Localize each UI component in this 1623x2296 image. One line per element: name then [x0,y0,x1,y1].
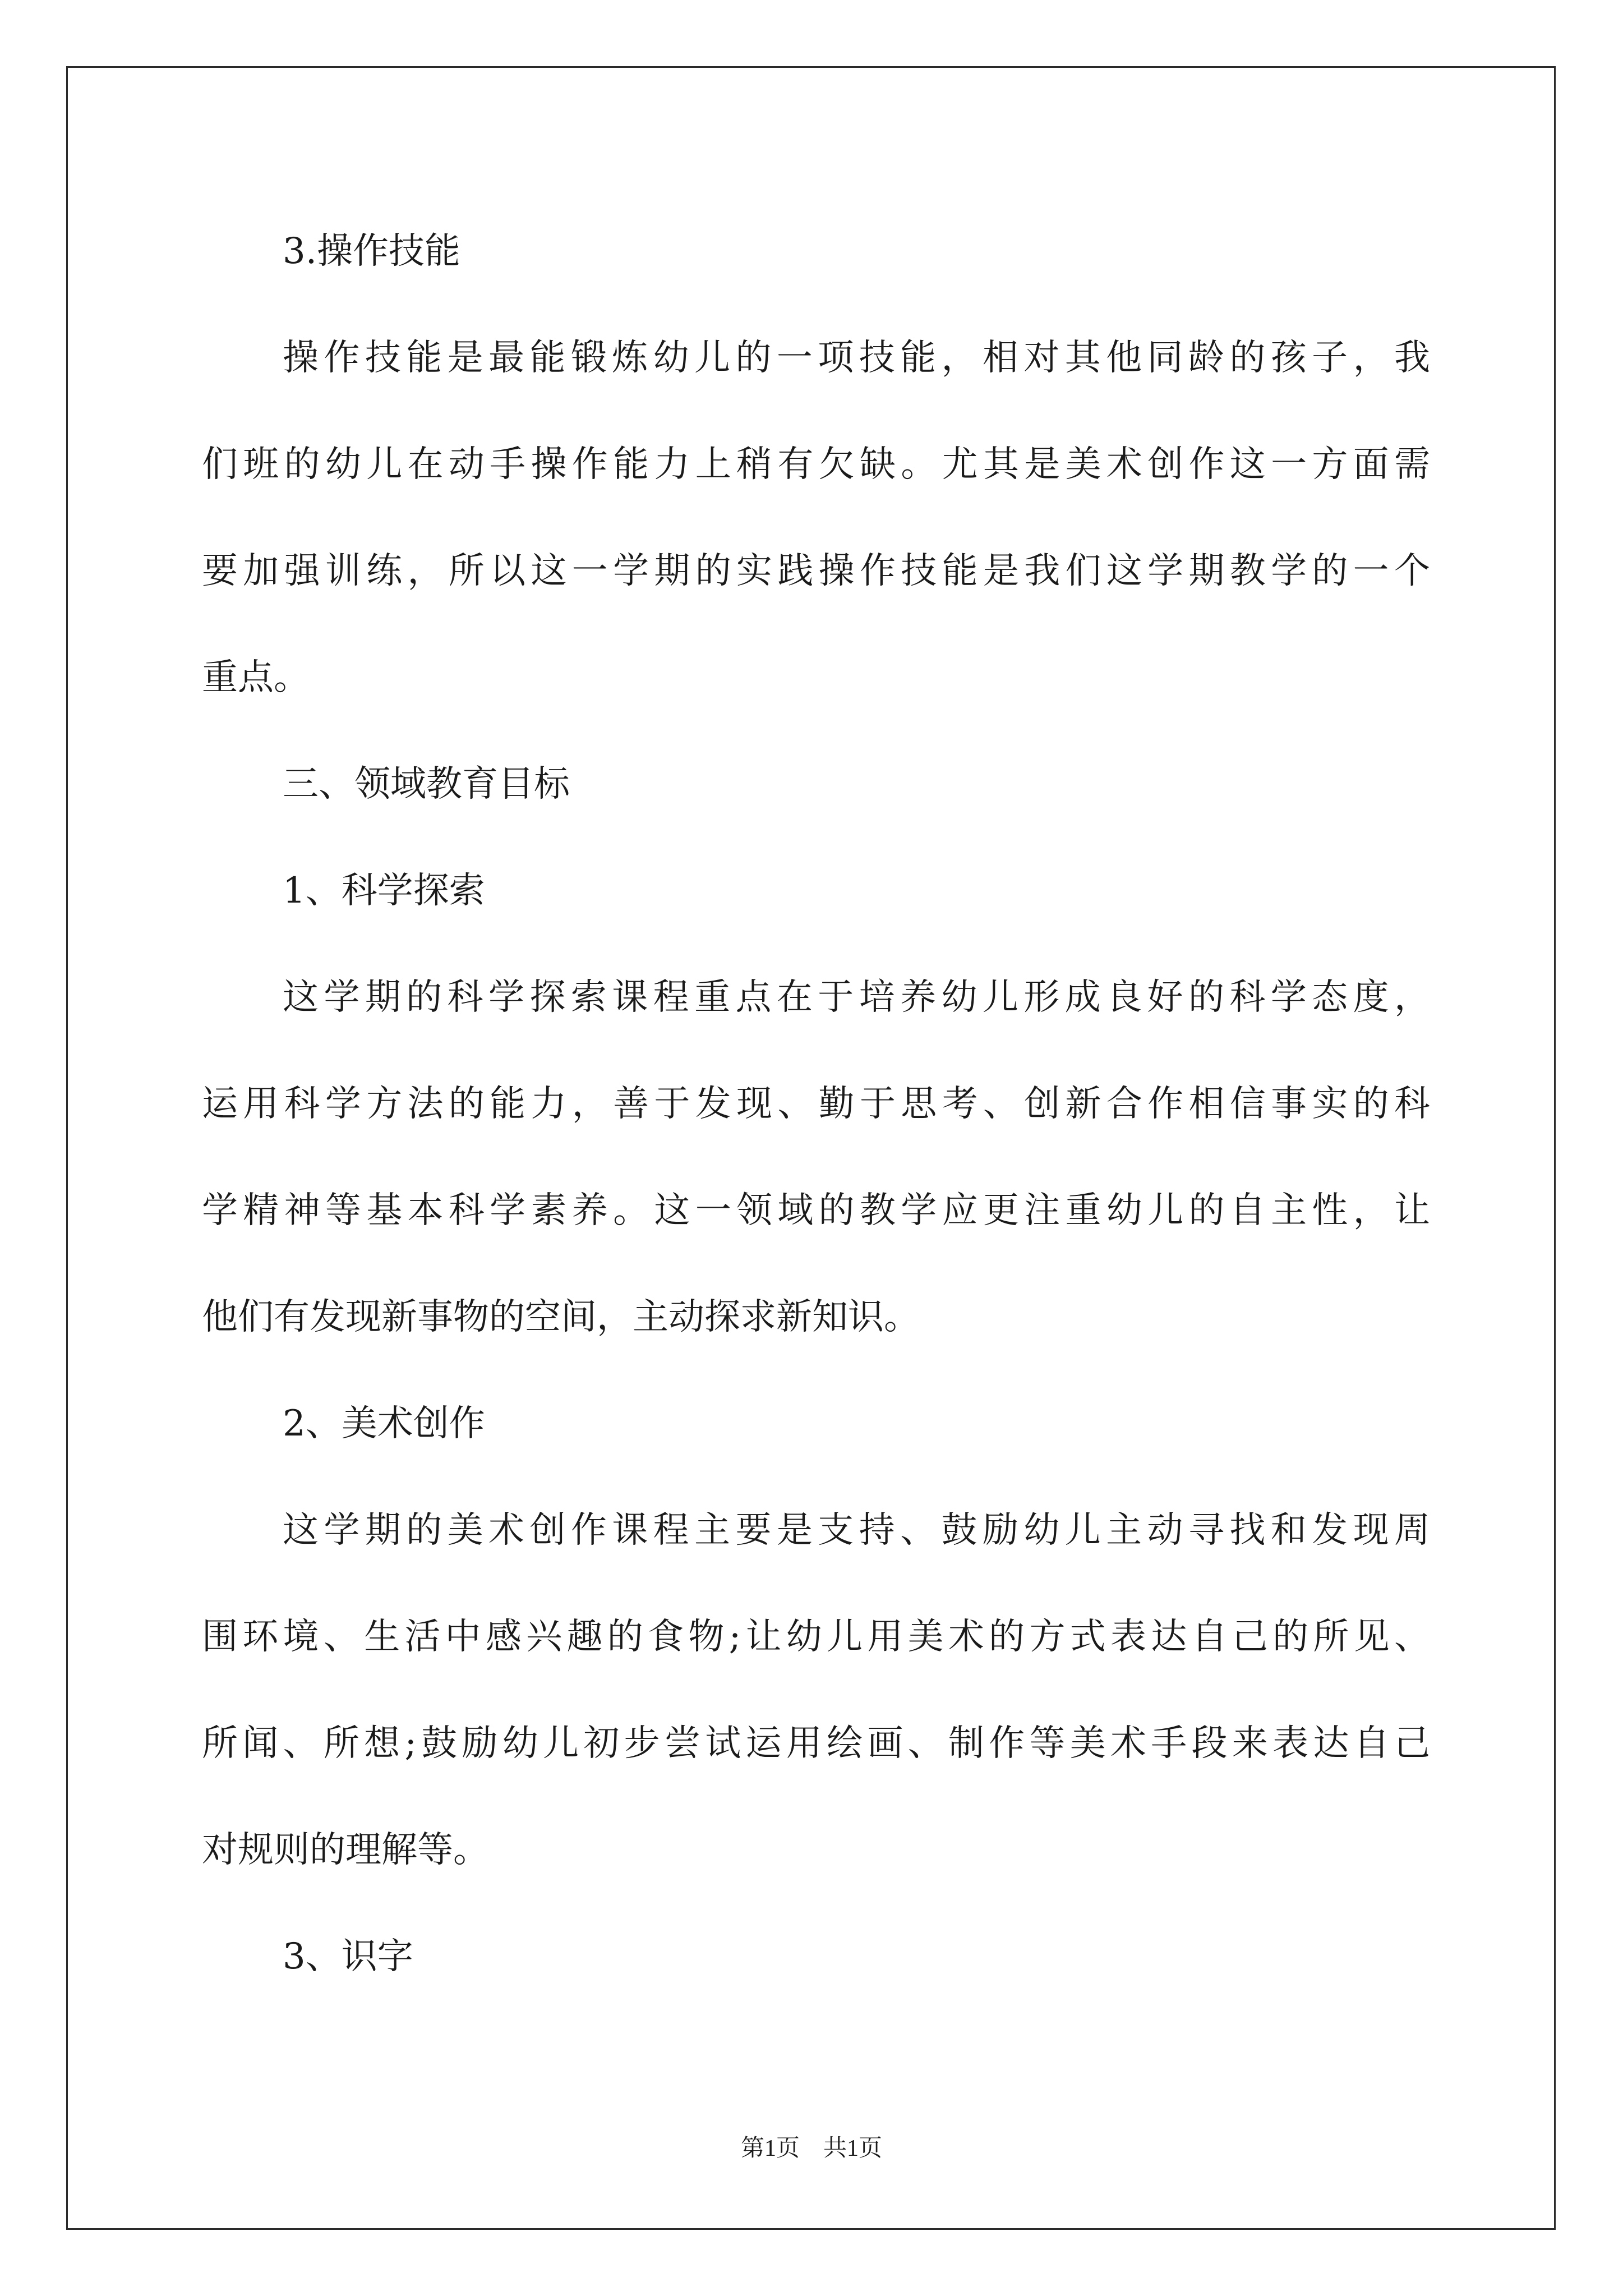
paragraph-line: 操作技能是最能锻炼幼儿的一项技能，相对其他同龄的孩子，我 [283,337,1430,379]
subheading-art: 2、美术创作 [283,1403,485,1444]
paragraph-line: 对规则的理解等。 [202,1829,489,1871]
section-heading-domain-goals: 三、领域教育目标 [283,763,570,805]
paragraph-line: 他们有发现新事物的空间，主动探求新知识。 [202,1296,920,1338]
section-heading-operation-skills: 3.操作技能 [283,231,461,272]
paragraph-line: 所闻、所想;鼓励幼儿初步尝试运用绘画、制作等美术手段来表达自己 [202,1723,1430,1764]
paragraph-line: 们班的幼儿在动手操作能力上稍有欠缺。尤其是美术创作这一方面需 [202,444,1430,485]
paragraph-line: 围环境、生活中感兴趣的食物;让幼儿用美术的方式表达自己的所见、 [202,1616,1430,1658]
paragraph-line: 学精神等基本科学素养。这一领域的教学应更注重幼儿的自主性，让 [202,1190,1430,1231]
page-border [66,66,1556,2230]
paragraph-line: 要加强训练，所以这一学期的实践操作技能是我们这学期教学的一个 [202,550,1430,592]
subheading-literacy: 3、识字 [283,1936,413,1977]
subheading-science: 1、科学探索 [283,870,485,912]
page-footer: 第1页 共1页 [740,2136,882,2161]
paragraph-line: 运用科学方法的能力，善于发现、勤于思考、创新合作相信事实的科 [202,1083,1430,1125]
paragraph-line: 这学期的科学探索课程重点在于培养幼儿形成良好的科学态度， [283,977,1430,1018]
paragraph-line: 这学期的美术创作课程主要是支持、鼓励幼儿主动寻找和发现周 [283,1510,1430,1551]
paragraph-line: 重点。 [202,657,310,698]
